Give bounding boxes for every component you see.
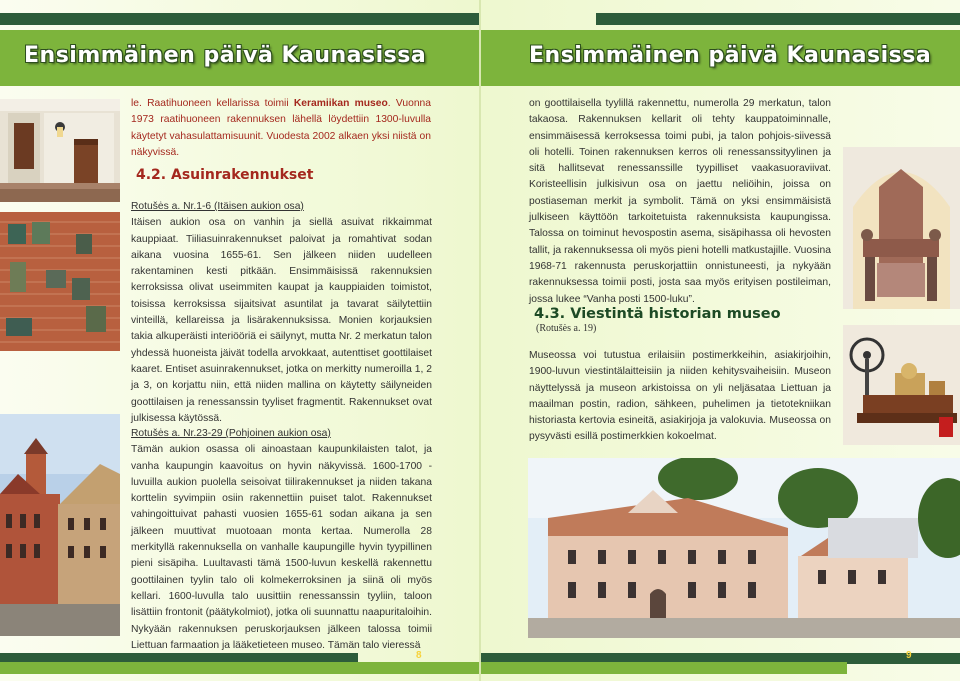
- cathedral-street-photo: [0, 414, 120, 636]
- top-dark-bar: [596, 13, 960, 25]
- section-address: (Rotušės a. 19): [536, 323, 597, 334]
- page-title: Ensimmäinen päivä Kaunasissa: [24, 43, 427, 68]
- top-dark-bar: [0, 13, 479, 25]
- addr-block-1: [131, 199, 432, 427]
- right-page: [481, 0, 960, 681]
- stone-throne-sculpture-photo: [843, 147, 960, 309]
- page-number: 8: [416, 650, 422, 661]
- section-heading-4-2: 4.2. Asuinrakennukset: [136, 167, 314, 183]
- residential-paragraph-2: Tämän aukion osassa oli ainoastaan kaupunkilaisten talot, ja vanha kaupungin kaavoitus on hyvin näkyvissä. 1600-1700 -luvuilla aukion puolella seisoivat tiilirakennukset ja niiden takana korttelin syvimpiin osiin rakennettiin puiset talot. Rakennukset vahingoittuivat pahasti vuosien 1655-61 sodan aikana ja sen jälkeen muuttivat muotoaan monta kertaa. Numerolla 28 merkityllä rakennuksella on vanhalle kaupungille hyvin tyypillinen pieni sisäpiha. Luultavasti tämä 1500-luvun keskellä rakennettu goottilainen tyylin talo oli kolmekerroksinen ja siinä oli myös kellari. 1600-luvulla talo uusittiin renessanssin tyyliin, taloon lisättiin frontonit (päätykolmiot), jotka oli suunnattu naapuritaloihin. Nykyään rakennuksen peruskorjauksen jälkeen talossa toimii Liettuan farmaation ja lääketieteen museo. Tämän talo vieressä: [131, 444, 432, 651]
- page-number: 9: [906, 650, 912, 661]
- museum-paragraph: Museossa voi tutustua erilaisiin postimerkkeihin, asiakirjoihin, 1900-luvun viestintälaitteisiin ja niiden kehitysvaiheisiin. Museon näyttelyssä ja museon arkistoissa on yli neljäsataa Liettuan ja maailman postin, radion, sähkeen, puhelimen ja tietotekniikan historiasta kertovia esineitä, asiakirjoja ja valokuvia. Museossa on pysyvästi esillä postimerkkien kokoelmat.: [529, 350, 831, 443]
- telegraph-device-photo: [843, 325, 960, 445]
- addr-block-2: [131, 426, 432, 654]
- left-page: [0, 0, 479, 681]
- town-hall-cellar-photo: [0, 99, 120, 202]
- bottom-green-bar: [481, 662, 847, 674]
- residential-paragraph-1: Itäisen aukion osa on vanhin ja siellä asuivat rikkaimmat kauppiaat. Tiiliasuinrakennukset paloivat ja romahtivat sodan aikana vuosina 1655-61. Sen jälkeen niiden uudelleen rakentaminen kesti pitkään. Ensimmäisissä rakennuksien kerroksissa olivat useimmiten kaupat ja kauppiaiden toimistot, toisissa kerroksissa sijaitsivat asuntilat ja tavarat säilytettiin vinteillä, kellareissa ja lisärakennuksissa. Monien korjauksien takia alkuperäisti interiööriä ei säilynyt, mutta Nr. 2 merkatun talon yhdessä huoneista jäivät todella arvokkaat, autenttiset goottilaiset kaaret. Entiset asuinrakennukset, jotka on merkitty numeroilla 1, 2 ja 3, on korjattu niin, että niiden mallina on käytetty säilyneiden goottilaisen ja renessanssin tyyliset fragmentit. Rakennukset ovat julkisessa käytössä.: [131, 217, 432, 424]
- address-1: Rotušės a. Nr.1-6 (Itäisen aukion osa): [131, 201, 304, 212]
- intro-paragraph: [131, 96, 431, 161]
- address-2: Rotušės a. Nr.23-29 (Pohjoinen aukion osa): [131, 428, 331, 439]
- intro-prefix-text: le. Raatihuoneen kellarissa toimii: [131, 98, 294, 109]
- post-house-paragraph: on goottilaisella tyylillä rakennettu, numerolla 29 merkatun, talon takaosa. Rakennuksen kellarit oli tehty kauppatoiminnalle, ensimmäisessä kerroksessa toimi pubi, ja talon pohjois-siivessä oli hotelli. Toinen rakennuksen kerros oli renessanssityylinen ja sitä hallitsevat renessanssille tyypilliset vaakasuoraviivat. Koristeellisin julkisivun osa on jaettu neliöihin, joissa on postiaseman merkit ja symbolit. Tämä on yksi ensimmäisistä julkiseen käyttöön tarkoitetuista rakennuksista kaupungissa. Talossa on toiminut hevospostin asema, sisäpihassa oli hevosten tallit, ja rakennuksessa oli myös pieni hotelli matkustajille. Vuosina 1968-71 rakennusta peruskorjattiin onnistuneesti, ja nykyään rakennuksessa toimii posti, josta saa myös erityisen postileiman, jossa lukee “Vanha posti 1500-luku”.: [529, 98, 831, 305]
- museum-name: Keramiikan museo: [293, 98, 388, 109]
- bottom-green-bar: [0, 662, 479, 674]
- page-title: Ensimmäinen päivä Kaunasissa: [529, 43, 932, 68]
- old-post-building-photo: [528, 458, 960, 638]
- section-heading-4-3: 4.3. Viestintä historian museo: [534, 306, 781, 322]
- intro-suffix-text: . Vuonna 1973 raatihuoneen rakennuksen lähellä löydettiin 1300-luvulla käytetyt vahasulattamisuunit. Vuodesta 2002 alkaen yksi niistä on näkyvissä.: [131, 98, 432, 158]
- brick-wall-plaques-photo: [0, 212, 120, 351]
